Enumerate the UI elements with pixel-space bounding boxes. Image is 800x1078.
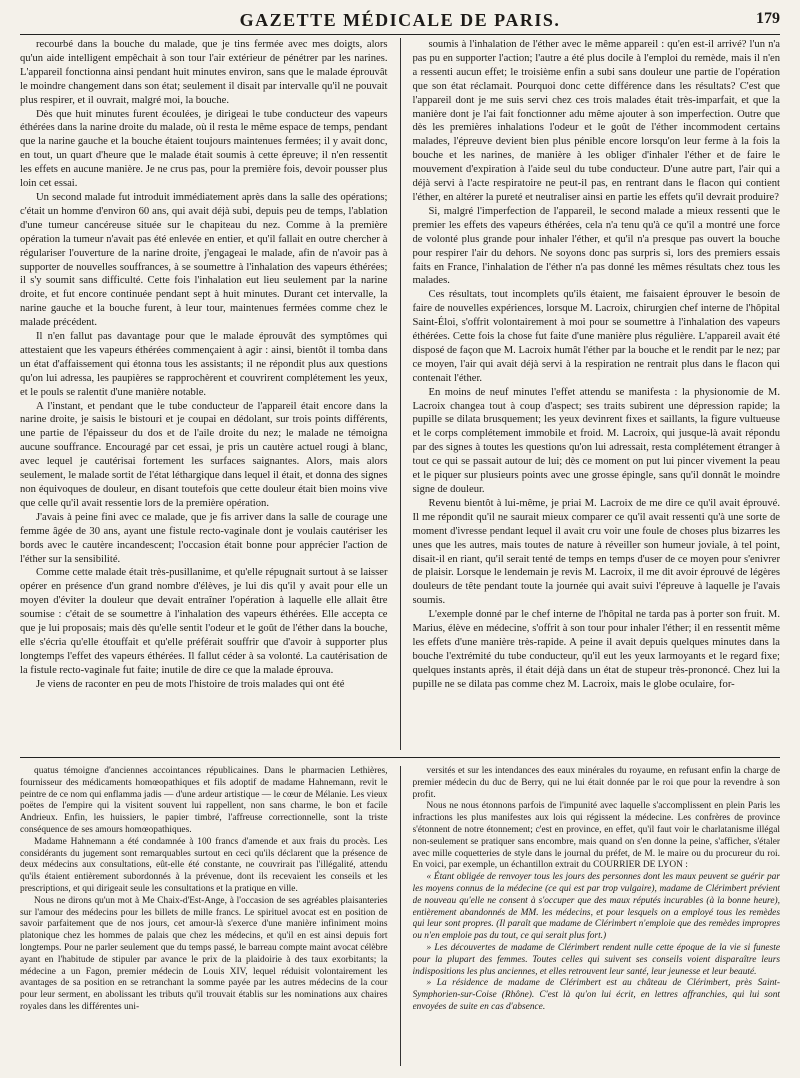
paragraph: Je viens de raconter en peu de mots l'histoire de trois malades qui ont été bbox=[36, 678, 345, 690]
paragraph: Revenu bientôt à lui-même, je priai M. Lacroix de me dire ce qu'il avait éprouvé. Il me répondit qu'il ne saurait mieux comparer ce qu'il avait ressenti qu'à une sorte de moment d'ivresse pendant lequel il avait cru voir une foule de choses plus bizarres les unes que les autres, mais toutes de nature à réveiller son humeur joviale, à tel point, disait-il en riant, qu'il serait tenté de temps en temps d'user de ce moyen pour s'enivrer de plaisir. Lorsque le lendemain je revis M. Lacroix, il me dit avoir éprouvé de légères douleurs de tête pendant toute la journée qui avait suivi l'épreuve à laquelle je l'avais soumis. bbox=[412, 497, 780, 607]
paragraph: Dès que huit minutes furent écoulées, je dirigeai le tube conducteur des vapeurs éthérées dans la narine droite du malade, où il resta le même espace de temps, pendant que la narine gauche et la bouche étaient toujours maintenues fermées; il y avait donc, en tout, un quart d'heure que le malade était soumis à cette épreuve; il n'en ressentit les effets en aucune manière. Je ne crus pas, pour la première fois, devoir pousser plus loin cet essai. bbox=[20, 108, 388, 190]
quoted-advertisement: « Étant obligée de renvoyer tous les jours des personnes dont les maux peuvent se guérir par les moyens connus de la médecine (ce qui est par trop vulgaire), madame de Clérimbert prévient de nouveau qu'elle ne consent à s'occuper que des maux réputés incurables (à la bonne heure), entièrement abandonnés de MM. les médecins, et pour lesquels on a employé tous les remèdes qui leur sont propres. (Il paraît que madame de Clérimbert n'emploie que des remèdes impropres ou n'en emploie pas du tout, ce qui serait plus fort.) bbox=[412, 872, 780, 942]
paragraph: Un second malade fut introduit immédiatement après dans la salle des opérations; c'était un homme d'environ 60 ans, qui avait déjà subi, depuis peu de temps, l'ablation d'une tumeur cancéreuse située sur le chapiteau du nez. Comme à la première opération la tumeur n'avait pas été enlevée en entier, et qu'il fallait en outre chercher à régulariser l'ouverture de la narine droite, j'engageai le malade, afin de n'avoir pas à supporter de nouvelles souffrances, à se soumettre à l'inhalation des vapeurs éthérées; il s'y soumit sans difficulté. Cette fois l'inhalation eut lieu seulement par la narine droite, et fut encore continuée pendant sept à huit minutes. Durant cet intervalle, la narine gauche et la bouche furent, à leur tour, maintenues fermées comme chez le malade précédent. bbox=[20, 191, 388, 329]
paragraph: Madame Hahnemann a été condamnée à 100 francs d'amende et aux frais du procès. Les considérants du jugement sont remarquables surtout en ceci qu'ils déclarent que la présence de deux médecins aux consultations, eût-elle été constante, ne couvrirait pas l'illégalité, attendu qu'ils étaient entièrement subordonnés à la prévenue, dont ils recevaient les conseils et les prescriptions, et qui dirigeait seule les consultations et la pratique en ville. bbox=[20, 836, 388, 894]
article-column-right bbox=[413, 38, 781, 750]
paragraph: Nous ne dirons qu'un mot à Me Chaix-d'Est-Ange, à l'occasion de ses agréables plaisanteries sur l'amour des médecins pour les billets de mille francs. Le spirituel avocat est en position de savoir parfaitement que de nos jours, cet amour-là s'exerce d'une manière infiniment moins platonique chez les hommes de palais que chez les médecins, et qu'il en est ainsi depuis fort longtemps. Pour ne parler seulement que du temps passé, le barreau compte maint avocat célèbre ayant en l'habitude de stipuler par avance le prix de la plaidoirie à des taux exorbitants; la médecine a un Fagon, premier médecin de Louis XIV, lequel réduisit volontairement les avantages de sa position en se retranchant la somme payée par les autres médecins de la cour pour leur serment, en abolissant les tributs qu'il trouvait établis sur les nominations aux chaires royales dans les différentes uni- bbox=[20, 895, 388, 1012]
paragraph: Ces résultats, tout incomplets qu'ils étaient, me faisaient éprouver le besoin de faire de nouvelles expériences, lorsque M. Lacroix, chirurgien chef interne de l'hôpital Saint-Éloi, s'offrit volontairement à moi pour se soumettre à l'inhalation des vapeurs éthérées. Cette fois la chose fut faite d'une manière plus régulière. L'appareil avait été disposé de façon que M. Lacroix humât l'éther par la bouche et le rendit par le nez; par ce moyen, l'air qui avait déjà servi à la respiration ne rentrait plus dans le flacon qui contenait l'éther. bbox=[412, 289, 780, 384]
paragraph: J'avais à peine fini avec ce malade, que je fis arriver dans la salle de courage une femme âgée de 30 ans, ayant une fistule recto-vaginale dont je voulais cautériser les bords avec le cautère incandescent; l'occasion était bonne pour apprécier l'action de l'éther sur la sensibilité. bbox=[20, 511, 388, 565]
section-divider bbox=[20, 757, 780, 758]
paragraph: soumis à l'inhalation de l'éther avec le même appareil : qu'en est-il arrivé? l'un n'a pas pu en supporter l'action; l'autre a été plus docile à l'emploi du remède, mais il n'en a ressenti aucun effet; le troisième enfin a subi sans douleur une partie de l'opération que son état réclamait. Pourquoi donc cette différence dans les résultats? C'est que l'appareil dont je me suis servi chez ces trois malades était très-imparfait, et que la manière dont je l'ai fait fonctionner adu même ajouter à son imperfection. Outre que dès les premières inhalations l'odeur et le goût de l'éther incommodent certains malades, l'épreuve devient bien plus pénible encore lorsqu'on leur ferme à la fois la bouche et les narines, de manière à les obliger d'inhaler l'éther et de faire le mouvement d'expiration à l'aide seul du tube conducteur. D'une autre part, l'air qui a déjà servi à l'acte respiratoire ne peut-il pas, en rentrant dans le flacon qui contient l'éther, en altérer la pureté et neutraliser ainsi en partie les effets qu'il devrait produire? bbox=[412, 39, 780, 203]
article-column-left bbox=[20, 38, 388, 750]
paragraph: L'exemple donné par le chef interne de l'hôpital ne tarda pas à porter son fruit. M. Marius, élève en médecine, s'offrit à son tour pour inhaler l'éther; il en ressentit même les effets d'une manière très-rapide. A peine il avait depuis quelques minutes dans la bouche l'extrémité du tube conducteur, qu'il eut les yeux larmoyants et le regard fixe; quelques instants après, il était déjà dans un état de stupeur très-prononcé. Chez lui la pupille ne se dilata pas comme chez M. Lacroix, mais le globe oculaire, for- bbox=[412, 609, 780, 690]
feuilleton-section bbox=[20, 766, 780, 1066]
page-header bbox=[20, 8, 780, 35]
quoted-advertisement: » Les découvertes de madame de Clérimbert rendent nulle cette époque de la vie si funeste pour la plupart des femmes. Toutes celles qui suivent ses conseils voient disparaître leurs indispositions les plus anciennes, et elles retrouvent leur santé, leur jeunesse et leur beauté. bbox=[412, 942, 780, 977]
paragraph: recourbé dans la bouche du malade, que je tins fermée avec mes doigts, alors qu'un aide intelligent empêchait à son tour l'air extérieur de pénétrer par les narines. L'appareil fonctionna ainsi pendant huit minutes environ, sans que le malade éprouvât le moindre changement dans son état; seulement il disait par intervalle qu'il ne pouvait plus respirer, et il ouvrait, malgré moi, la bouche. bbox=[20, 39, 388, 106]
paragraph: Si, malgré l'imperfection de l'appareil, le second malade a mieux ressenti que le premier les effets des vapeurs éthérées, cela n'a tenu qu'à ce qu'il a montré une force de volonté plus grande pour inhaler l'éther, et qu'il n'a presque pas ouvert la bouche pour respirer l'air du dehors. Ne soyons donc pas surpris si, lors des premiers essais faits en France, l'inhalation de l'éther n'a pas donné les mêmes résultats chez tous les malades. bbox=[412, 205, 780, 287]
column-divider bbox=[400, 38, 401, 750]
main-article bbox=[20, 38, 780, 750]
paragraph: Comme cette malade était très-pusillanime, et qu'elle répugnait surtout à se laisser opérer en présence d'un grand nombre d'élèves, je lui dis qu'il y avait pour elle un moyen d'éviter la douleur que devait entraîner l'opération à laquelle elle allait être soumise : c'était de se soumettre à l'inhalation des vapeurs éthérées. Elle accepta ce que je lui proposais; mais dès qu'elle sentit l'odeur et le goût de l'éther dans la bouche, elle s'écria qu'elle étouffait et qu'elle préférait souffrir que d'avoir à supporter plus longtemps l'effet des vapeurs éthérées. Il fallut céder à sa volonté. La cautérisation de la fistule recto-vaginale fut faite; inutile de dire ce que la malade éprouva. bbox=[20, 567, 388, 676]
paragraph: Nous ne nous étonnons parfois de l'impunité avec laquelle s'accomplissent en plein Paris les infractions les plus manifestes aux lois qui régissent la médecine. Les confrères de province s'étonnent de notre étonnement; c'est en province, en effet, qu'il faut voir le charlatanisme illégal non-seulement se pratiquer sans encombre, mais quand on s'en donne la peine, s'afficher, s'étaler avec mille coquetteries de style dans le journal du préfet, de M. le maire ou du procureur du roi. En voici, par exemple, un échantillon extrait du COURRIER DE LYON : bbox=[412, 801, 780, 871]
feuilleton-column-right bbox=[413, 766, 781, 1066]
quoted-advertisement: » La résidence de madame de Clérimbert est au château de Clérimbert, près Saint-Symphorien-sur-Coise (Rhône). C'est là qu'on lui écrit, en lettres affranchies, qui lui sont envoyées de suite en cas d'absence. bbox=[412, 978, 780, 1012]
feuilleton-column-left bbox=[20, 766, 388, 1066]
paragraph: quatus témoigne d'anciennes accointances républicaines. Dans le pharmacien Lethières, fournisseur des médicaments homœopathiques et fils adoptif de madame Hahnemann, revit le peintre de ce nom qui enflamma jadis — d'une ardeur artistique — le cœur de Mélanie. Les vieux poëtes de l'empire qui la visitent souvent lui rappellent, non sans charme, le bon et facile Andrieux. Enfin, les huissiers, le papier timbré, l'affreuse correctionnelle, sont la triste conséquence de ses amours homœopathiques. bbox=[20, 766, 388, 835]
paragraph: En moins de neuf minutes l'effet attendu se manifesta : la physionomie de M. Lacroix changea tout à coup d'aspect; ses traits subirent une dépression rapide; la pupille se dilata brusquement; les yeux devinrent fixes et saillants, la figure vultueuse et le corps complétement immobile et froid. M. Lacroix, qui jusque-là avait répondu par des signes à toutes les questions qu'on lui adressait, resta complétement étranger à tout ce qui se passait autour de lui; dès ce moment on put lui pincer vivement la peau et le piquer sur plusieurs points avec une grosse épingle, sans qu'il donnât le moindre signe de douleur. bbox=[412, 386, 780, 495]
column-divider bbox=[400, 766, 401, 1066]
paragraph: Il n'en fallut pas davantage pour que le malade éprouvât des symptômes qui attestaient que les vapeurs éthérées commençaient à agir : ainsi, bientôt il tomba dans un état d'affaissement qui étonna tous les assistants; il ne répondit plus aux questions qu'on lui adressa, les paupières se rapprochèrent et couvrirent complétement les yeux, et le pouls se ralentit d'une manière notable. bbox=[20, 331, 388, 398]
page-number: 179 bbox=[756, 10, 780, 27]
paragraph: A l'instant, et pendant que le tube conducteur de l'appareil était encore dans la narine droite, je saisis le bistouri et je coupai en dédolant, sur trois points différents, une partie de l'épaisseur du dos et de l'aile droite du nez; le malade ne témoigna aucune souffrance. Encouragé par cet essai, je pris un cautère actuel rougi à blanc, avec lequel je cautérisai fortement les surfaces saignantes. Alors, mais alors seulement, le malade sortit de l'état léthargique dans lequel il était, et donna des signes non équivoques de douleur, en disant toutefois que cette douleur était bien moins vive que celle qu'il avait ressentie lors de la première opération. bbox=[20, 400, 388, 509]
masthead-title: GAZETTE MÉDICALE DE PARIS. bbox=[239, 10, 561, 30]
paragraph: versités et sur les intendances des eaux minérales du royaume, en refusant enfin la charge de premier médecin du duc de Berry, qui ne lui était donnée par le roi que pour la revendre à son profit. bbox=[412, 766, 780, 800]
